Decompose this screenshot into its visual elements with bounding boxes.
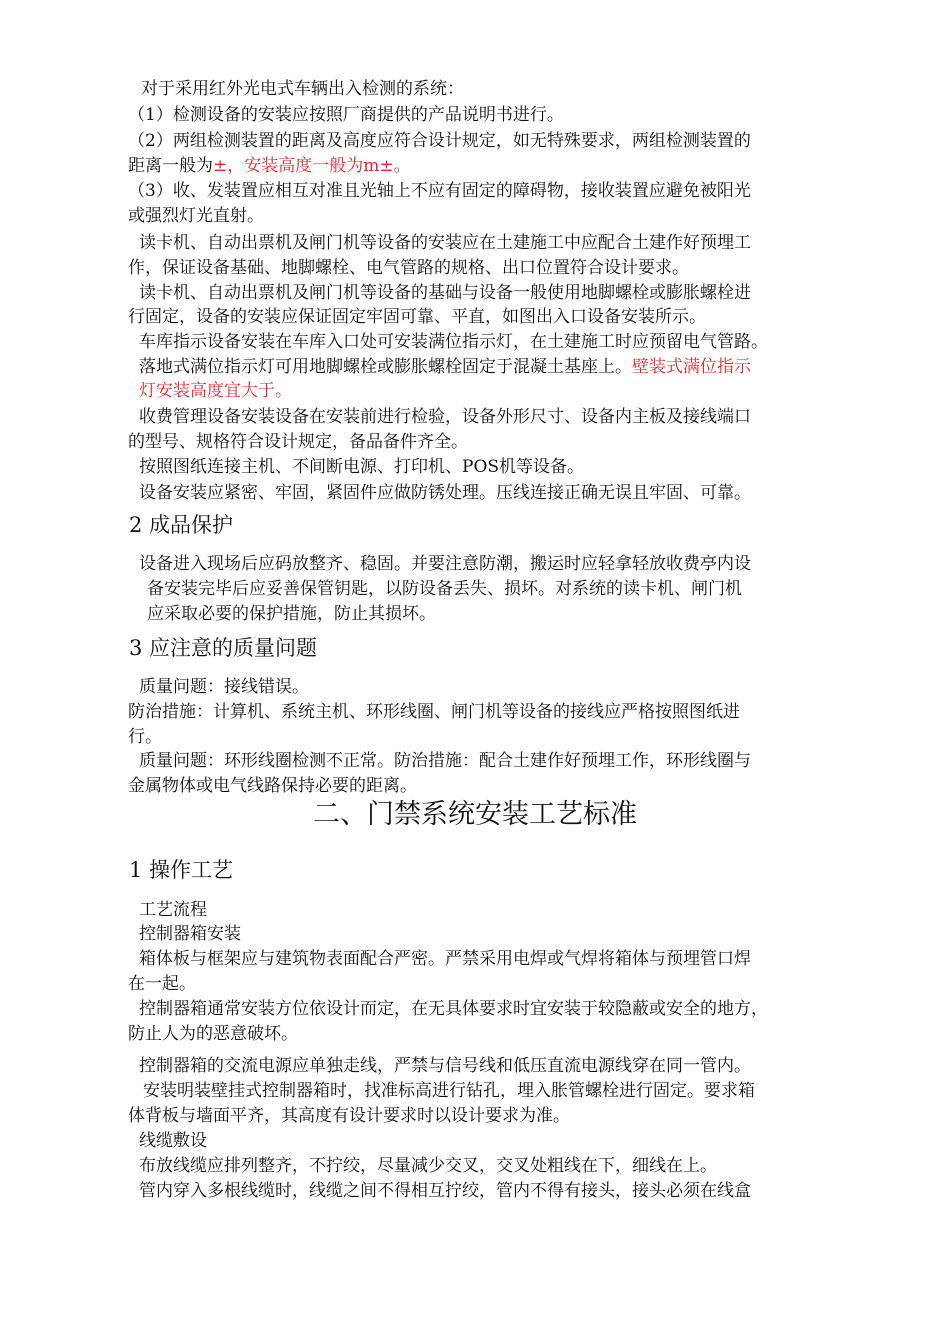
paragraph-floor-indicator-line-1 (139, 356, 751, 378)
section-heading-product-protection: 2 成品保护 (129, 513, 234, 537)
section-heading-quality-issues: 3 应注意的质量问题 (129, 636, 318, 660)
paragraph-cable-laying: 线缆敷设 (139, 1131, 207, 1151)
section-heading-operation-process: 1 操作工艺 (129, 858, 234, 882)
paragraph-card-reader-2-line-1: 读卡机、自动出票机及闸门机等设备的基础与设备一般使用地脚螺栓或膨胀螺栓进 (139, 283, 751, 303)
paragraph-protection-line-1: 设备进入现场后应码放整齐、稳固。并要注意防潮，搬运时应轻拿轻放收费亭内设 (139, 554, 751, 574)
paragraph-process-flow: 工艺流程 (139, 900, 207, 920)
paragraph-card-reader-2-line-2: 行固定，设备的安装应保证固定牢固可靠、平直，如图出入口设备安装所示。 (128, 307, 706, 327)
paragraph-box-power: 控制器箱的交流电源应单独走线，严禁与信号线和低压直流电源线穿在同一管内。 (139, 1056, 751, 1076)
paragraph-tight-install: 设备安装应紧密、牢固，紧固件应做防锈处理。压线连接正确无误且牢固、可靠。 (139, 483, 751, 503)
paragraph-measure-1-line-1: 防治措施：计算机、系统主机、环形线圈、闸门机等设备的接线应严格按照图纸进 (128, 702, 740, 722)
paragraph-card-reader-1-line-2: 作，保证设备基础、地脚螺栓、电气管路的规格、出口位置符合设计要求。 (128, 258, 689, 278)
floor-indicator-text: 落地式满位指示灯可用地脚螺栓或膨胀螺栓固定于混凝土基座上。 (139, 357, 632, 377)
paragraph-floor-indicator-line-2: 灯安装高度宜大于。 (139, 381, 292, 401)
paragraph-box-panel-line-2: 在一起。 (128, 974, 196, 994)
paragraph-box-panel-line-1: 箱体板与框架应与建筑物表面配合严密。严禁采用电焊或气焊将箱体与预埋管口焊 (139, 949, 751, 969)
paragraph-item-2-line-1: （2）两组检测装置的距离及高度应符合设计规定，如无特殊要求，两组检测装置的 (128, 131, 751, 151)
paragraph-protection-line-3: 应采取必要的保护措施，防止其损坏。 (147, 604, 436, 624)
paragraph-garage-indicator: 车库指示设备安装在车库入口处可安装满位指示灯，在土建施工时应预留电气管路。 (139, 332, 768, 352)
paragraph-box-position-line-1: 控制器箱通常安装方位依设计而定，在无具体要求时宜安装于较隐蔽或安全的地方， (139, 999, 768, 1019)
paragraph-fee-equipment-line-1: 收费管理设备安装设备在安装前进行检验，设备外形尺寸、设备内主板及接线端口 (139, 407, 751, 427)
paragraph-controller-box-install: 控制器箱安装 (139, 924, 241, 944)
paragraph-connect-devices: 按照图纸连接主机、不间断电源、打印机、POS机等设备。 (139, 457, 585, 477)
paragraph-infrared: 对于采用红外光电式车辆出入检测的系统： (141, 79, 464, 99)
paragraph-item-3-line-1: （3）收、发装置应相互对准且光轴上不应有固定的障碍物，接收装置应避免被阳光 (128, 181, 751, 201)
paragraph-item-2-line-2 (128, 155, 411, 177)
paragraph-wall-mount-line-1: 安装明装壁挂式控制器箱时，找准标高进行钻孔，埋入胀管螺栓进行固定。要求箱 (143, 1081, 755, 1101)
distance-text: 距离一般为 (128, 156, 213, 176)
paragraph-box-position-line-2: 防止人为的恶意破坏。 (128, 1024, 298, 1044)
paragraph-item-3-line-2: 或强烈灯光直射。 (128, 206, 264, 226)
paragraph-fee-equipment-line-2: 的型号、规格符合设计规定，备品备件齐全。 (128, 432, 468, 452)
paragraph-measure-1-line-2: 行。 (128, 727, 162, 747)
chapter-title-access-control: 二、门禁系统安装工艺标准 (313, 799, 637, 830)
paragraph-cable-line-2: 管内穿入多根线缆时，线缆之间不得相互拧绞，管内不得有接头，接头必须在线盒 (139, 1181, 751, 1201)
paragraph-cable-line-1: 布放线缆应排列整齐，不拧绞，尽量减少交叉，交叉处粗线在下，细线在上。 (139, 1156, 717, 1176)
paragraph-card-reader-1-line-1: 读卡机、自动出票机及闸门机等设备的安装应在土建施工中应配合土建作好预埋工 (139, 233, 751, 253)
paragraph-protection-line-2: 备安装完毕后应妥善保管钥匙，以防设备丢失、损坏。对系统的读卡机、闸门机 (147, 579, 742, 599)
highlight-height-text: ±，安装高度一般为m±。 (213, 156, 411, 176)
paragraph-quality-issue-2-line-1: 质量问题：环形线圈检测不正常。防治措施：配合土建作好预埋工作，环形线圈与 (139, 751, 751, 771)
highlight-wall-indicator-text: 壁装式满位指示 (632, 357, 751, 377)
paragraph-wall-mount-line-2: 体背板与墙面平齐，其高度有设计要求时以设计要求为准。 (128, 1106, 570, 1126)
paragraph-quality-issue-1: 质量问题：接线错误。 (139, 677, 309, 697)
paragraph-item-1: （1）检测设备的安装应按照厂商提供的产品说明书进行。 (128, 105, 564, 125)
paragraph-quality-issue-2-line-2: 金属物体或电气线路保持必要的距离。 (128, 776, 417, 796)
